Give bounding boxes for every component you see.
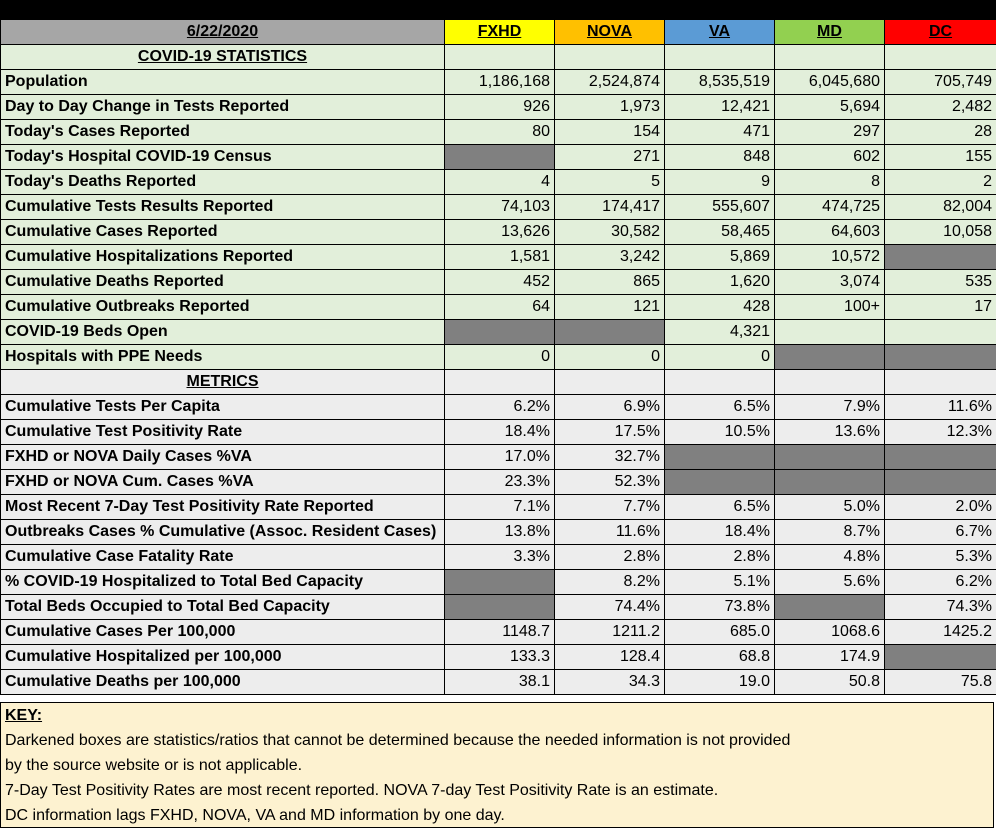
key-line: DC information lags FXHD, NOVA, VA and MD information by one day. xyxy=(5,807,505,824)
date-header: 6/22/2020 xyxy=(1,20,445,45)
row-label: Cumulative Tests Per Capita xyxy=(1,395,445,420)
value-cell: 5.3% xyxy=(885,545,996,570)
table-row xyxy=(1,345,996,370)
value-cell: 9 xyxy=(665,170,775,195)
top-bar-cell xyxy=(885,1,996,20)
unavailable-cell xyxy=(665,445,775,470)
unavailable-cell xyxy=(775,345,885,370)
value-cell: 50.8 xyxy=(775,670,885,695)
value-cell: 11.6% xyxy=(555,520,665,545)
value-cell: 452 xyxy=(445,270,555,295)
row-label: Population xyxy=(1,70,445,95)
value-cell: 2.8% xyxy=(555,545,665,570)
row-label: Cumulative Test Positivity Rate xyxy=(1,420,445,445)
row-label: Total Beds Occupied to Total Bed Capacity xyxy=(1,595,445,620)
key-line: by the source website or is not applicable. xyxy=(5,757,303,774)
value-cell: 82,004 xyxy=(885,195,996,220)
value-cell: 535 xyxy=(885,270,996,295)
empty-cell xyxy=(445,45,555,70)
unavailable-cell xyxy=(775,595,885,620)
value-cell: 297 xyxy=(775,120,885,145)
table-row xyxy=(1,420,996,445)
unavailable-cell xyxy=(445,595,555,620)
table-row xyxy=(1,395,996,420)
value-cell: 474,725 xyxy=(775,195,885,220)
top-bar-cell xyxy=(555,1,665,20)
row-label: Cumulative Hospitalizations Reported xyxy=(1,245,445,270)
value-cell: 34.3 xyxy=(555,670,665,695)
value-cell: 865 xyxy=(555,270,665,295)
row-label: Today's Hospital COVID-19 Census xyxy=(1,145,445,170)
value-cell: 121 xyxy=(555,295,665,320)
value-cell: 23.3% xyxy=(445,470,555,495)
key-title: KEY: xyxy=(5,707,43,724)
unavailable-cell xyxy=(665,470,775,495)
value-cell: 133.3 xyxy=(445,645,555,670)
value-cell: 5,694 xyxy=(775,95,885,120)
value-cell: 32.7% xyxy=(555,445,665,470)
value-cell: 30,582 xyxy=(555,220,665,245)
value-cell: 1,973 xyxy=(555,95,665,120)
value-cell: 1,186,168 xyxy=(445,70,555,95)
row-label: Most Recent 7-Day Test Positivity Rate Reported xyxy=(1,495,445,520)
value-cell: 17.5% xyxy=(555,420,665,445)
unavailable-cell xyxy=(885,445,996,470)
metrics-title: METRICS xyxy=(1,370,445,395)
value-cell: 6.2% xyxy=(885,570,996,595)
value-cell: 3,074 xyxy=(775,270,885,295)
value-cell: 38.1 xyxy=(445,670,555,695)
value-cell: 1,581 xyxy=(445,245,555,270)
value-cell: 58,465 xyxy=(665,220,775,245)
value-cell: 154 xyxy=(555,120,665,145)
value-cell: 926 xyxy=(445,95,555,120)
value-cell: 1211.2 xyxy=(555,620,665,645)
value-cell: 73.8% xyxy=(665,595,775,620)
statistics-title: COVID-19 STATISTICS xyxy=(1,45,445,70)
value-cell: 2 xyxy=(885,170,996,195)
value-cell: 10,572 xyxy=(775,245,885,270)
value-cell: 1,620 xyxy=(665,270,775,295)
value-cell: 12,421 xyxy=(665,95,775,120)
value-cell: 5 xyxy=(555,170,665,195)
value-cell: 4 xyxy=(445,170,555,195)
top-bar-cell xyxy=(1,1,445,20)
value-cell: 155 xyxy=(885,145,996,170)
table-row xyxy=(1,545,996,570)
column-header-va: VA xyxy=(665,20,775,45)
table-row xyxy=(1,220,996,245)
header-row xyxy=(1,20,996,45)
row-label: Cumulative Tests Results Reported xyxy=(1,195,445,220)
value-cell: 12.3% xyxy=(885,420,996,445)
empty-cell xyxy=(445,370,555,395)
row-label: Cumulative Deaths per 100,000 xyxy=(1,670,445,695)
column-header-fxhd: FXHD xyxy=(445,20,555,45)
unavailable-cell xyxy=(885,245,996,270)
unavailable-cell xyxy=(885,470,996,495)
table-row xyxy=(1,145,996,170)
row-label: FXHD or NOVA Daily Cases %VA xyxy=(1,445,445,470)
value-cell: 75.8 xyxy=(885,670,996,695)
value-cell: 17.0% xyxy=(445,445,555,470)
table-row xyxy=(1,645,996,670)
table-row xyxy=(1,270,996,295)
row-label: COVID-19 Beds Open xyxy=(1,320,445,345)
value-cell: 2.8% xyxy=(665,545,775,570)
empty-cell xyxy=(775,45,885,70)
value-cell: 18.4% xyxy=(665,520,775,545)
value-cell: 555,607 xyxy=(665,195,775,220)
value-cell: 74.3% xyxy=(885,595,996,620)
table-row xyxy=(1,120,996,145)
value-cell: 74,103 xyxy=(445,195,555,220)
unavailable-cell xyxy=(555,320,665,345)
column-header-md: MD xyxy=(775,20,885,45)
statistics-title-row xyxy=(1,45,996,70)
table-row xyxy=(1,595,996,620)
unavailable-cell xyxy=(885,345,996,370)
value-cell: 5.0% xyxy=(775,495,885,520)
value-cell: 8 xyxy=(775,170,885,195)
value-cell: 18.4% xyxy=(445,420,555,445)
row-label: Cumulative Hospitalized per 100,000 xyxy=(1,645,445,670)
value-cell: 602 xyxy=(775,145,885,170)
value-cell: 8.2% xyxy=(555,570,665,595)
value-cell: 3.3% xyxy=(445,545,555,570)
row-label: Cumulative Cases Reported xyxy=(1,220,445,245)
value-cell: 2,524,874 xyxy=(555,70,665,95)
row-label: Today's Deaths Reported xyxy=(1,170,445,195)
value-cell: 1148.7 xyxy=(445,620,555,645)
value-cell: 0 xyxy=(555,345,665,370)
value-cell: 685.0 xyxy=(665,620,775,645)
key-line: Darkened boxes are statistics/ratios that cannot be determined because the needed information is not provided xyxy=(5,732,791,749)
value-cell: 6.5% xyxy=(665,495,775,520)
table-row xyxy=(1,320,996,345)
value-cell: 17 xyxy=(885,295,996,320)
empty-cell xyxy=(775,370,885,395)
row-label: % COVID-19 Hospitalized to Total Bed Capacity xyxy=(1,570,445,595)
table-row xyxy=(1,95,996,120)
unavailable-cell xyxy=(445,570,555,595)
table-row xyxy=(1,295,996,320)
value-cell: 5.1% xyxy=(665,570,775,595)
value-cell: 7.9% xyxy=(775,395,885,420)
empty-cell xyxy=(665,45,775,70)
row-label: Cumulative Outbreaks Reported xyxy=(1,295,445,320)
unavailable-cell xyxy=(445,145,555,170)
key-line: 7-Day Test Positivity Rates are most recent reported. NOVA 7-day Test Positivity Rate is an estimate. xyxy=(5,782,719,799)
value-cell: 7.1% xyxy=(445,495,555,520)
value-cell: 4.8% xyxy=(775,545,885,570)
empty-cell xyxy=(885,45,996,70)
row-label: Hospitals with PPE Needs xyxy=(1,345,445,370)
empty-cell xyxy=(885,370,996,395)
value-cell xyxy=(885,320,996,345)
table-row xyxy=(1,195,996,220)
value-cell: 0 xyxy=(445,345,555,370)
table-row xyxy=(1,245,996,270)
empty-cell xyxy=(555,45,665,70)
value-cell: 271 xyxy=(555,145,665,170)
row-label: Outbreaks Cases % Cumulative (Assoc. Resident Cases) xyxy=(1,520,445,545)
value-cell: 6.2% xyxy=(445,395,555,420)
value-cell: 68.8 xyxy=(665,645,775,670)
value-cell: 7.7% xyxy=(555,495,665,520)
row-label: Cumulative Deaths Reported xyxy=(1,270,445,295)
top-bar xyxy=(1,1,996,20)
column-header-dc: DC xyxy=(885,20,996,45)
table-row xyxy=(1,570,996,595)
value-cell: 6.5% xyxy=(665,395,775,420)
value-cell: 5.6% xyxy=(775,570,885,595)
value-cell: 100+ xyxy=(775,295,885,320)
row-label: Cumulative Case Fatality Rate xyxy=(1,545,445,570)
value-cell xyxy=(775,320,885,345)
table-row xyxy=(1,495,996,520)
table-row xyxy=(1,670,996,695)
value-cell: 428 xyxy=(665,295,775,320)
metrics-title-row xyxy=(1,370,996,395)
row-label: Day to Day Change in Tests Reported xyxy=(1,95,445,120)
unavailable-cell xyxy=(445,320,555,345)
value-cell: 11.6% xyxy=(885,395,996,420)
value-cell: 8,535,519 xyxy=(665,70,775,95)
value-cell: 6,045,680 xyxy=(775,70,885,95)
row-label: Today's Cases Reported xyxy=(1,120,445,145)
value-cell: 471 xyxy=(665,120,775,145)
value-cell: 1068.6 xyxy=(775,620,885,645)
row-label: FXHD or NOVA Cum. Cases %VA xyxy=(1,470,445,495)
value-cell: 13.6% xyxy=(775,420,885,445)
unavailable-cell xyxy=(775,445,885,470)
value-cell: 28 xyxy=(885,120,996,145)
value-cell: 2.0% xyxy=(885,495,996,520)
unavailable-cell xyxy=(775,470,885,495)
value-cell: 5,869 xyxy=(665,245,775,270)
column-header-nova: NOVA xyxy=(555,20,665,45)
top-bar-cell xyxy=(775,1,885,20)
value-cell: 174,417 xyxy=(555,195,665,220)
table-row xyxy=(1,70,996,95)
value-cell: 13,626 xyxy=(445,220,555,245)
value-cell: 848 xyxy=(665,145,775,170)
top-bar-cell xyxy=(665,1,775,20)
table-row xyxy=(1,470,996,495)
value-cell: 19.0 xyxy=(665,670,775,695)
value-cell: 1425.2 xyxy=(885,620,996,645)
value-cell: 6.9% xyxy=(555,395,665,420)
empty-cell xyxy=(555,370,665,395)
value-cell: 4,321 xyxy=(665,320,775,345)
table-row xyxy=(1,170,996,195)
value-cell: 52.3% xyxy=(555,470,665,495)
table-row xyxy=(1,520,996,545)
value-cell: 3,242 xyxy=(555,245,665,270)
value-cell: 10,058 xyxy=(885,220,996,245)
value-cell: 10.5% xyxy=(665,420,775,445)
value-cell: 64,603 xyxy=(775,220,885,245)
unavailable-cell xyxy=(885,645,996,670)
value-cell: 174.9 xyxy=(775,645,885,670)
value-cell: 74.4% xyxy=(555,595,665,620)
top-bar-cell xyxy=(445,1,555,20)
value-cell: 64 xyxy=(445,295,555,320)
row-label: Cumulative Cases Per 100,000 xyxy=(1,620,445,645)
value-cell: 0 xyxy=(665,345,775,370)
table-row xyxy=(1,620,996,645)
value-cell: 6.7% xyxy=(885,520,996,545)
value-cell: 80 xyxy=(445,120,555,145)
empty-cell xyxy=(665,370,775,395)
value-cell: 8.7% xyxy=(775,520,885,545)
key-box xyxy=(0,702,994,828)
value-cell: 705,749 xyxy=(885,70,996,95)
table-row xyxy=(1,445,996,470)
value-cell: 13.8% xyxy=(445,520,555,545)
value-cell: 128.4 xyxy=(555,645,665,670)
value-cell: 2,482 xyxy=(885,95,996,120)
